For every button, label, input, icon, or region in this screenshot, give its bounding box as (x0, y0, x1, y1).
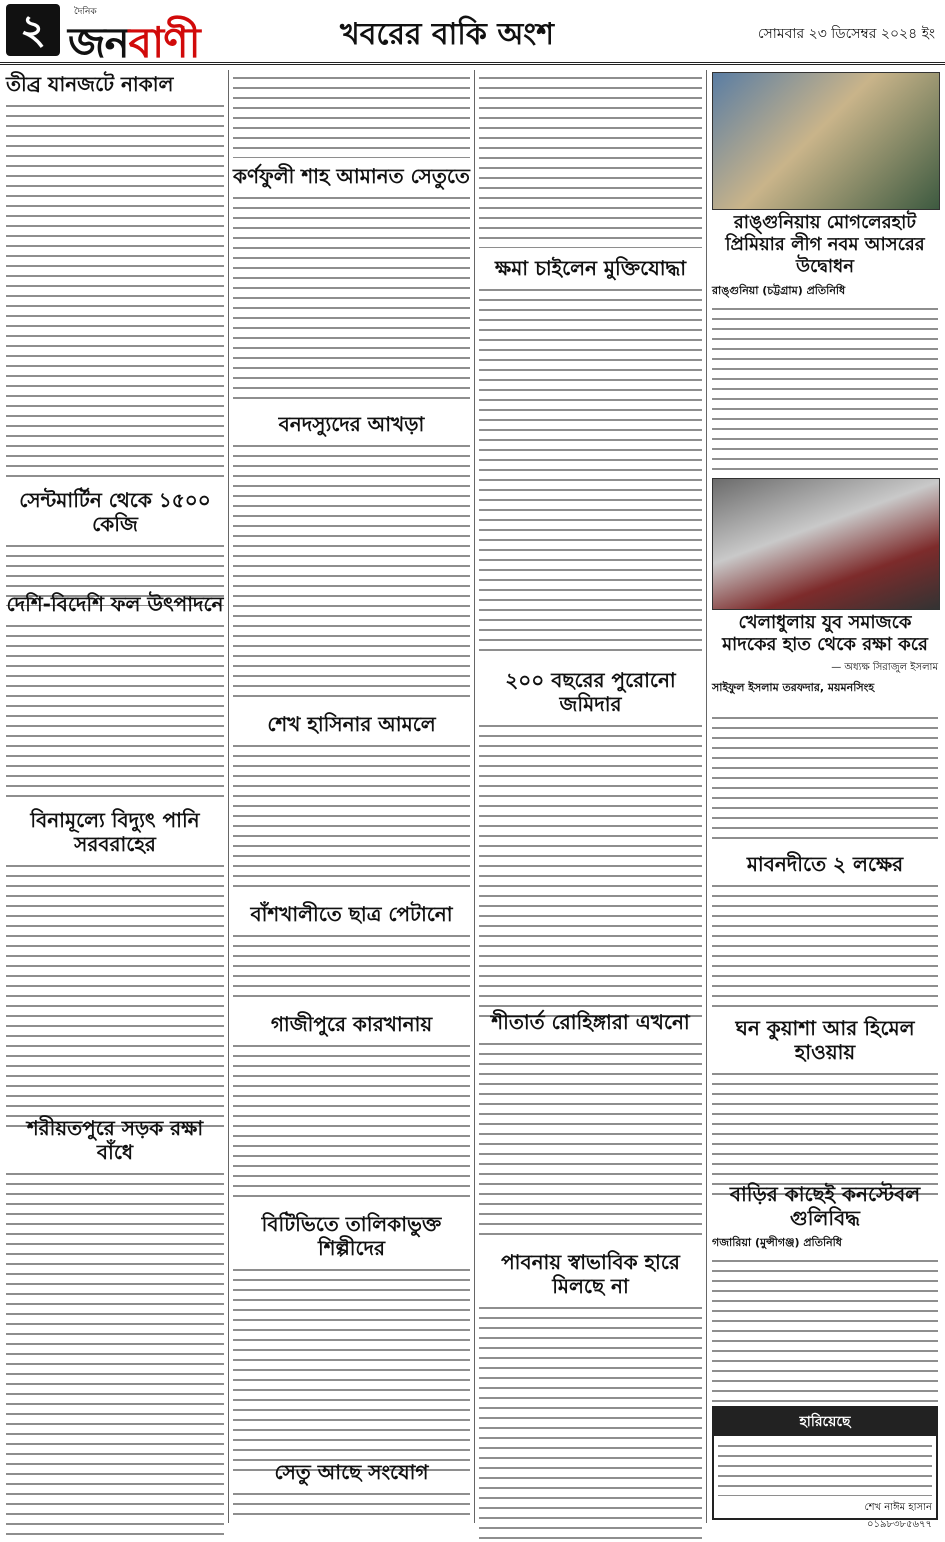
article-block (712, 1182, 938, 1400)
article-body-text (6, 620, 224, 798)
article-body-text (479, 72, 702, 248)
article-headline: বাড়ির কাছেই কনস্টেবল গুলিবিদ্ধ (729, 1182, 921, 1230)
feature-byline: সাইফুল ইসলাম তরফদার, ময়মনসিংহ (712, 681, 875, 694)
article-body-text (6, 100, 224, 478)
article-block (233, 1212, 470, 1452)
article-block (479, 256, 702, 660)
daily-label: দৈনিক (74, 7, 97, 17)
news-photo (712, 72, 940, 210)
article-headline: কর্ণফুলী শাহ আমানত সেতুতে (233, 164, 470, 188)
lost-notice-signature: শেখ নাঈম হাসান (864, 1502, 932, 1513)
article-block (479, 1250, 702, 1520)
article-headline: ক্ষমা চাইলেন মুক্তিযোদ্ধা (495, 256, 686, 280)
issue-date: সোমবার ২৩ ডিসেম্বর ২০২৪ ইং (757, 26, 935, 42)
lost-notice-body (718, 1440, 932, 1496)
article-body-text (479, 1038, 702, 1240)
article-body-text (712, 712, 938, 846)
article-byline: গজারিয়া (মুন্সীগঞ্জ) প্রতিনিধি (712, 1236, 842, 1249)
article-body-text (712, 1255, 938, 1427)
article-headline: গাজীপুরে কারখানায় (270, 1012, 433, 1036)
lost-notice-phone: ০১৯৮৩৮৫৬৭৭ (867, 1519, 932, 1530)
page-number: ২ (6, 4, 60, 56)
article-body-text (479, 1302, 702, 1542)
article-block (6, 488, 224, 584)
article-block (233, 902, 470, 1004)
article-tail (479, 72, 702, 248)
article-body-text (233, 1488, 470, 1518)
article-headline: সেন্টমার্টিন থেকে ১৫০০ কেজি (19, 488, 211, 536)
article-body-text (6, 1168, 224, 1542)
article-block (233, 1012, 470, 1204)
article-body-text (479, 284, 702, 658)
logo-part-a: জন (68, 18, 129, 67)
article-body-text (233, 740, 470, 892)
article-block (6, 72, 224, 480)
article-headline: পাবনায় স্বাভাবিক হারে মিলছে না (501, 1250, 680, 1298)
feature-body (712, 712, 938, 846)
lost-notice (712, 1406, 938, 1530)
article-block (479, 1010, 702, 1242)
article-byline: রাঙ্গুনিয়া (চট্টগ্রাম) প্রতিনিধি (712, 284, 846, 297)
feature-heading (712, 612, 938, 708)
article-block (479, 668, 702, 1002)
article-block (6, 808, 224, 1108)
article-headline: শরীয়তপুরে সড়ক রক্ষা বাঁধে (26, 1116, 204, 1164)
article-headline: শেখ হাসিনার আমলে (267, 712, 436, 736)
column-rule (228, 70, 229, 1523)
article-headline: বনদস্যুদের আখড়া (278, 412, 425, 436)
article-block (233, 712, 470, 894)
article-tail (233, 72, 470, 158)
article-headline: রাঙ্গুনিয়ায় মোগলেরহাট প্রিমিয়ার লীগ নবম আসরের উদ্বোধন (725, 212, 925, 277)
article-block (233, 164, 470, 404)
article-headline: মাবনদীতে ২ লক্ষের (746, 852, 904, 876)
masthead (0, 0, 945, 65)
column-rule (706, 70, 707, 1523)
article-headline: ঘন কুয়াশা আর হিমেল হাওয়ায় (735, 1016, 915, 1064)
article-body-text (233, 440, 470, 702)
article-block (233, 1460, 470, 1520)
article-headline: সেতু আছে সংযোগ (274, 1460, 429, 1484)
article-headline: বিনামূল্যে বিদ্যুৎ পানি সরবরাহের (30, 808, 200, 856)
column-rule (474, 70, 475, 1523)
news-photo (712, 478, 940, 610)
article-body-text (233, 1264, 470, 1474)
article-headline: দেশি-বিদেশি ফল উৎপাদনে (6, 592, 224, 616)
article-headline: শীতার্ত রোহিঙ্গারা এখনো (491, 1010, 690, 1034)
feature-headline: খেলাধুলায় যুব সমাজকে মাদকের হাত থেকে রক্ষা করে (722, 612, 928, 655)
article-block (712, 1016, 938, 1176)
article-headline: ২০০ বছরের পুরোনো জমিদার (505, 668, 676, 716)
article-block (6, 1116, 224, 1520)
article-headline: বাঁশখালীতে ছাত্র পেটানো (250, 902, 453, 926)
article-block (712, 852, 938, 1010)
article-body-text (233, 1040, 470, 1202)
article-block (712, 212, 938, 474)
article-body-text (712, 880, 938, 1008)
paper-logo (68, 10, 200, 81)
article-body-text (712, 303, 938, 499)
article-body-text (6, 860, 224, 1130)
article-body-text (233, 930, 470, 1002)
article-body-text (479, 720, 702, 1024)
feature-author: — অধ্যক্ষ সিরাজুল ইসলাম (831, 662, 938, 673)
article-headline: তীব্র যানজটে নাকাল (6, 72, 174, 96)
article-body-text (712, 1068, 938, 1198)
article-body-text (233, 72, 470, 158)
article-block (233, 412, 470, 704)
article-body-text (233, 192, 470, 402)
logo-part-b: বাণী (128, 18, 200, 67)
article-headline: বিটিভিতে তালিকাভুক্ত শিল্পীদের (261, 1212, 442, 1260)
article-block (6, 592, 224, 800)
lost-notice-title: হারিয়েছে (714, 1408, 936, 1436)
section-title: খবরের বাকি অংশ (340, 17, 554, 52)
